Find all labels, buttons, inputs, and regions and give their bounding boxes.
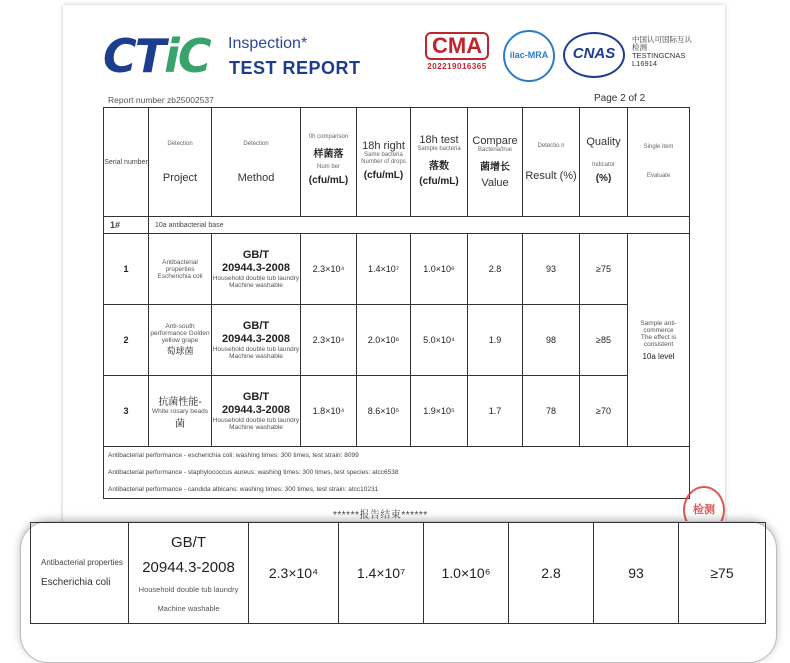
- row-0h-value: 2.3×10⁴: [301, 305, 357, 376]
- zoom-18h-test-value: 1.0×10⁶: [424, 523, 509, 624]
- row-result-value: 93: [523, 234, 580, 305]
- cnas-registration: 中国认可国际互认检测TESTINGCNAS L16914: [632, 35, 692, 68]
- zoom-result-value: 93: [594, 523, 679, 624]
- page-indicator: Page 2 of 2: [594, 93, 646, 104]
- row-0h-value: 1.8×10⁴: [301, 376, 357, 447]
- group-row: [104, 217, 690, 234]
- zoom-method: GB/T 20944.3-2008 Household double tub laundry Machine washable: [129, 523, 249, 624]
- row-18h-right-value: 1.4×10⁷: [357, 234, 411, 305]
- row-0h-value: 2.3×10⁴: [301, 234, 357, 305]
- results-table: [103, 107, 690, 499]
- ilac-mra-logo: ilac-MRA: [503, 30, 555, 82]
- note-staph: Antibacterial performance - staphylococcus aureus: washing times: 300 times, test species: atcc6538: [104, 464, 690, 481]
- evaluation-cell: Sample anti-commerce The effect is consistent 10a level: [628, 234, 690, 447]
- header-project: Detection Project: [149, 108, 212, 217]
- row-project: Antibacterial properties Escherichia coli: [149, 234, 212, 305]
- table-row: [104, 305, 690, 376]
- group-label: 1#: [104, 217, 149, 234]
- row-compare-value: 1.9: [468, 305, 523, 376]
- note-ecoli: Antibacterial performance - escherichia coli: washing times: 300 times, test strain: 8099: [104, 447, 690, 465]
- row-method: GB/T 20944.3-2008 Household double tub laundry Machine washable: [212, 305, 301, 376]
- row-serial: 1: [104, 234, 149, 305]
- row-indicator-value: ≥75: [580, 234, 628, 305]
- ctc-logo: CTiC: [103, 29, 210, 83]
- header-0h: 0h comparison 样菌落 Num ber (cfu/mL): [301, 108, 357, 217]
- header-quality: Quality Indicator (%): [580, 108, 628, 217]
- row-18h-test-value: 5.0×10⁴: [411, 305, 468, 376]
- zoom-0h-value: 2.3×10⁴: [249, 523, 339, 624]
- row-18h-right-value: 2.0×10⁶: [357, 305, 411, 376]
- row-result-value: 98: [523, 305, 580, 376]
- group-desc: 10a antibacterial base: [149, 217, 690, 234]
- header-serial: Serial number: [104, 108, 149, 217]
- row-18h-right-value: 8.6×10⁵: [357, 376, 411, 447]
- row-result-value: 78: [523, 376, 580, 447]
- row-indicator-value: ≥70: [580, 376, 628, 447]
- note-row: [104, 481, 690, 499]
- row-project: 抗菌性能- White rosary beads 菌: [149, 376, 212, 447]
- zoom-compare-value: 2.8: [509, 523, 594, 624]
- header-evaluate: Single item Evaluate: [628, 108, 690, 217]
- zoom-18h-right-value: 1.4×10⁷: [339, 523, 424, 624]
- note-row: [104, 447, 690, 465]
- row-18h-test-value: 1.0×10⁶: [411, 234, 468, 305]
- row-compare-value: 2.8: [468, 234, 523, 305]
- table-header-row: [104, 108, 690, 217]
- cnas-logo: CNAS: [563, 32, 625, 78]
- row-serial: 3: [104, 376, 149, 447]
- row-serial: 2: [104, 305, 149, 376]
- zoom-indicator-value: ≥75: [679, 523, 766, 624]
- header-18h-test: 18h test Sample bacteria 落数 (cfu/mL): [411, 108, 468, 217]
- note-row: [104, 464, 690, 481]
- row-method: GB/T 20944.3-2008 Household double tub laundry Machine washable: [212, 234, 301, 305]
- note-candida: Antibacterial performance - candida albicans: washing times: 300 times, test strain: atcc10231: [104, 481, 690, 499]
- row-18h-test-value: 1.9×10⁵: [411, 376, 468, 447]
- header-compare: Compare Bacteria/true 菌增长 Value: [468, 108, 523, 217]
- header-result: Detectio n Result (%): [523, 108, 580, 217]
- header-method: Detection Method: [212, 108, 301, 217]
- table-row: [104, 234, 690, 305]
- row-indicator-value: ≥85: [580, 305, 628, 376]
- row-compare-value: 1.7: [468, 376, 523, 447]
- test-report-title: TEST REPORT: [229, 58, 361, 78]
- row-project: Anti-south performance Golden yellow grape 萄球菌: [149, 305, 212, 376]
- cma-logo: CMA 202219016365: [425, 32, 489, 74]
- table-row: [104, 376, 690, 447]
- report-number: Report number zb25002537: [108, 95, 214, 105]
- red-stamp: 检测: [683, 486, 725, 534]
- zoom-project: Antibacterial properties Escherichia coli: [31, 523, 129, 624]
- row-method: GB/T 20944.3-2008 Household double tub laundry Machine washable: [212, 376, 301, 447]
- report-end-marker: ******报告结束******: [333, 510, 428, 521]
- header-18h-right: 18h right Same bacteria Number of drops (cfu/mL): [357, 108, 411, 217]
- inspection-label: Inspection*: [228, 35, 308, 52]
- zoomed-row: [30, 522, 766, 624]
